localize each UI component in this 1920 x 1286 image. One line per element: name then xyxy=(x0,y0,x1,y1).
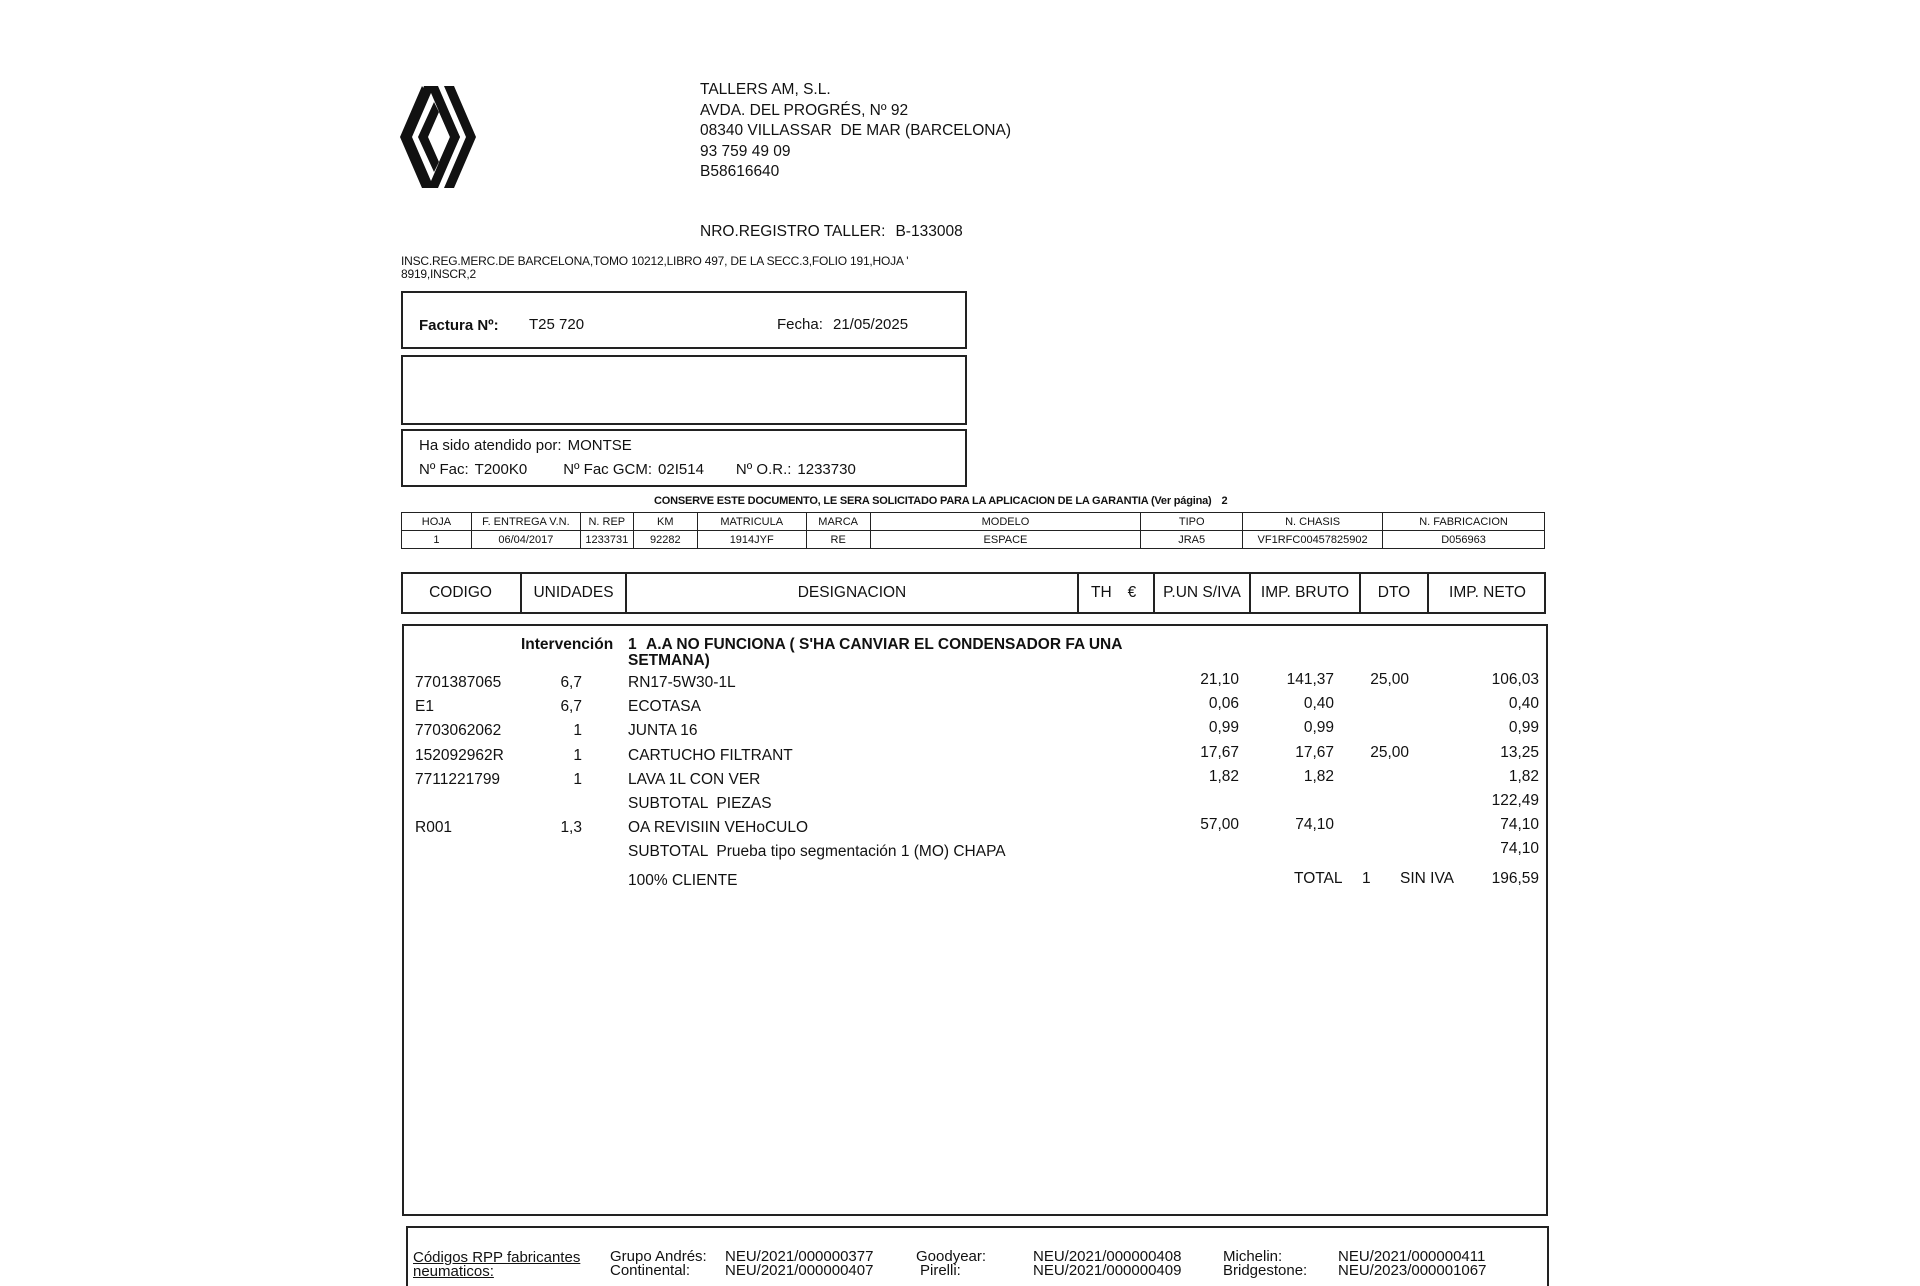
tyre-brand: Grupo Andrés: xyxy=(610,1248,707,1265)
line-designation: JUNTA 16 xyxy=(628,722,698,740)
tyre-code: NEU/2023/000001067 xyxy=(1338,1262,1487,1279)
registry-label: NRO.REGISTRO TALLER: xyxy=(700,223,886,240)
line-units: 1 xyxy=(573,722,582,740)
company-phone: 93 759 49 09 xyxy=(700,142,791,160)
line-code: E1 xyxy=(415,698,434,716)
vehicle-value-row xyxy=(402,531,1545,549)
tyre-brand: Continental: xyxy=(610,1262,691,1279)
lines-body xyxy=(402,624,1548,1216)
col-th-currency xyxy=(1077,574,1153,612)
vehicle-header-cell: MATRICULA xyxy=(697,513,806,531)
registry-value: B-133008 xyxy=(895,223,963,240)
warranty-notice-text: CONSERVE ESTE DOCUMENTO, LE SERA SOLICITADO PARA LA APLICACION DE LA GARANTIA (Ver página) xyxy=(654,495,1212,507)
gcm-value: 02I514 xyxy=(658,461,704,478)
line-net: 122,49 xyxy=(1491,792,1539,809)
line-net: 13,25 xyxy=(1500,743,1539,761)
line-units: 1 xyxy=(573,770,582,788)
invoice-date: 21/05/2025 xyxy=(833,316,909,333)
fac-value: T200K0 xyxy=(474,461,528,478)
col-gross: IMP. BRUTO xyxy=(1249,574,1359,612)
col-currency: € xyxy=(1127,584,1137,601)
tyre-brand: Pirelli: xyxy=(920,1262,961,1279)
renault-logo-icon xyxy=(398,84,480,190)
vehicle-header-cell: HOJA xyxy=(402,513,472,531)
vehicle-value-cell: JRA5 xyxy=(1141,531,1243,549)
vehicle-header-cell: N. FABRICACION xyxy=(1383,513,1545,531)
line-units: 1,3 xyxy=(560,819,582,837)
line-designation: RN17-5W30-1L xyxy=(628,674,736,691)
col-th: TH xyxy=(1091,584,1112,601)
line-units: 6,7 xyxy=(560,698,582,716)
warranty-notice-page: 2 xyxy=(1221,495,1228,507)
line-net: 0,40 xyxy=(1508,695,1539,713)
vehicle-header-cell: F. ENTREGA V.N. xyxy=(471,513,580,531)
line-gross: 0,99 xyxy=(1303,719,1334,737)
attended-label: Ha sido atendido por: xyxy=(419,437,562,454)
line-code: 152092962R xyxy=(415,746,504,764)
line-code: 7701387065 xyxy=(415,674,502,691)
line-unit-price: 17,67 xyxy=(1200,743,1239,761)
tyre-brand: Michelin: xyxy=(1223,1248,1283,1265)
intervention-label: Intervención xyxy=(521,636,614,653)
line-discount: 25,00 xyxy=(1370,743,1409,761)
line-unit-price: 57,00 xyxy=(1200,816,1239,834)
line-net: 0,99 xyxy=(1508,719,1539,737)
vehicle-header-cell: KM xyxy=(633,513,697,531)
invoice-date-label: Fecha: xyxy=(777,316,823,333)
mercantile-inscription xyxy=(401,255,1021,281)
vehicle-value-cell: 92282 xyxy=(633,531,697,549)
or-label: Nº O.R.: xyxy=(735,461,792,478)
line-net: 74,10 xyxy=(1500,816,1539,834)
line-code: 7703062062 xyxy=(415,722,502,740)
vehicle-value-cell: 1 xyxy=(402,531,472,549)
line-units: 6,7 xyxy=(560,674,582,691)
line-gross: 1,82 xyxy=(1303,767,1334,785)
vehicle-header-cell: MODELO xyxy=(870,513,1141,531)
tyre-code: NEU/2021/000000408 xyxy=(1033,1248,1182,1265)
tax-label: SIN IVA xyxy=(1400,870,1454,887)
vehicle-value-cell: 1233731 xyxy=(580,531,633,549)
tyre-code: NEU/2021/000000377 xyxy=(725,1248,874,1265)
vehicle-table xyxy=(401,512,1545,549)
invoice-header-box xyxy=(401,291,967,349)
tyre-code: NEU/2021/000000409 xyxy=(1033,1262,1182,1279)
company-name: TALLERS AM, S.L. xyxy=(700,81,831,98)
vehicle-value-cell: VF1RFC00457825902 xyxy=(1243,531,1383,549)
client-percentage: 100% CLIENTE xyxy=(628,872,738,889)
col-code: CODIGO xyxy=(429,584,492,601)
vehicle-header-cell: N. CHASIS xyxy=(1243,513,1383,531)
intervention-number: 1 xyxy=(628,636,637,653)
vehicle-value-cell: 1914JYF xyxy=(697,531,806,549)
vehicle-header-cell: TIPO xyxy=(1141,513,1243,531)
invoice-number-label: Factura Nº: xyxy=(419,317,499,334)
lines-header xyxy=(401,572,1546,614)
company-info xyxy=(700,80,1011,183)
tyre-code: NEU/2021/000000411 xyxy=(1338,1248,1486,1265)
line-designation: CARTUCHO FILTRANT xyxy=(628,746,793,764)
fac-label: Nº Fac: xyxy=(419,461,469,478)
tyre-codes-title-line2: neumaticos: xyxy=(413,1263,494,1280)
intervention-text-line1: A.A NO FUNCIONA ( S'HA CANVIAR EL CONDENSADOR FA UNA xyxy=(646,636,1123,653)
line-designation: SUBTOTAL Prueba tipo segmentación 1 (MO) CHAPA xyxy=(628,843,1006,861)
col-designation: DESIGNACION xyxy=(625,574,1077,612)
line-unit-price: 0,99 xyxy=(1208,719,1239,737)
line-unit-price: 0,06 xyxy=(1208,695,1239,713)
vehicle-header-cell: MARCA xyxy=(806,513,870,531)
total-count: 1 xyxy=(1362,870,1371,887)
line-designation: LAVA 1L CON VER xyxy=(628,770,761,788)
invoice-number: T25 720 xyxy=(529,316,585,333)
col-net: IMP. NETO xyxy=(1427,574,1546,612)
vehicle-value-cell: 06/04/2017 xyxy=(471,531,580,549)
inscription-line2: 8919,INSCR,2 xyxy=(401,267,476,281)
company-address-line2: 08340 VILLASSAR DE MAR (BARCELONA) xyxy=(700,122,1011,139)
attended-by-box xyxy=(401,429,967,487)
line-designation: ECOTASA xyxy=(628,698,701,716)
tyre-codes-title-line1: Códigos RPP fabricantes xyxy=(413,1249,581,1266)
vehicle-value-cell: ESPACE xyxy=(870,531,1141,549)
gcm-label: Nº Fac GCM: xyxy=(563,461,653,478)
or-value: 1233730 xyxy=(797,461,856,478)
line-gross: 17,67 xyxy=(1295,743,1334,761)
vehicle-value-cell: D056963 xyxy=(1383,531,1545,549)
inscription-line1: INSC.REG.MERC.DE BARCELONA,TOMO 10212,LIBRO 497, DE LA SECC.3,FOLIO 191,HOJA ' xyxy=(401,254,909,268)
tyre-brand: Goodyear: xyxy=(916,1248,987,1265)
line-units: 1 xyxy=(573,746,582,764)
total-value: 196,59 xyxy=(1491,870,1539,887)
line-code: 7711221799 xyxy=(415,770,501,788)
line-code: R001 xyxy=(415,819,453,837)
tyre-codes-box xyxy=(406,1226,1549,1286)
warranty-notice xyxy=(654,495,1227,507)
company-tax-id: B58616640 xyxy=(700,163,780,180)
line-gross: 141,37 xyxy=(1286,671,1334,688)
line-unit-price: 21,10 xyxy=(1200,671,1239,688)
line-gross: 0,40 xyxy=(1303,695,1334,713)
tyre-code: NEU/2021/000000407 xyxy=(725,1262,874,1279)
tyre-brand: Bridgestone: xyxy=(1223,1262,1308,1279)
col-units: UNIDADES xyxy=(520,574,625,612)
line-unit-price: 1,82 xyxy=(1208,767,1239,785)
col-discount: DTO xyxy=(1359,574,1427,612)
total-label: TOTAL xyxy=(1294,870,1343,887)
line-net: 74,10 xyxy=(1500,840,1539,858)
line-designation: OA REVISIIN VEHoCULO xyxy=(628,819,809,837)
customer-address-box xyxy=(401,355,967,425)
workshop-registry xyxy=(700,223,963,241)
line-designation: SUBTOTAL PIEZAS xyxy=(628,795,772,812)
line-net: 106,03 xyxy=(1491,671,1539,688)
vehicle-value-cell: RE xyxy=(806,531,870,549)
line-net: 1,82 xyxy=(1508,767,1539,785)
col-unit-price: P.UN S/IVA xyxy=(1153,574,1249,612)
intervention-text-line2: SETMANA) xyxy=(628,652,710,669)
company-address-line1: AVDA. DEL PROGRÉS, Nº 92 xyxy=(700,101,909,119)
attended-value: MONTSE xyxy=(567,437,632,454)
vehicle-header-row xyxy=(402,513,1545,531)
line-gross: 74,10 xyxy=(1295,816,1334,834)
line-discount: 25,00 xyxy=(1370,671,1409,688)
vehicle-header-cell: N. REP xyxy=(580,513,633,531)
